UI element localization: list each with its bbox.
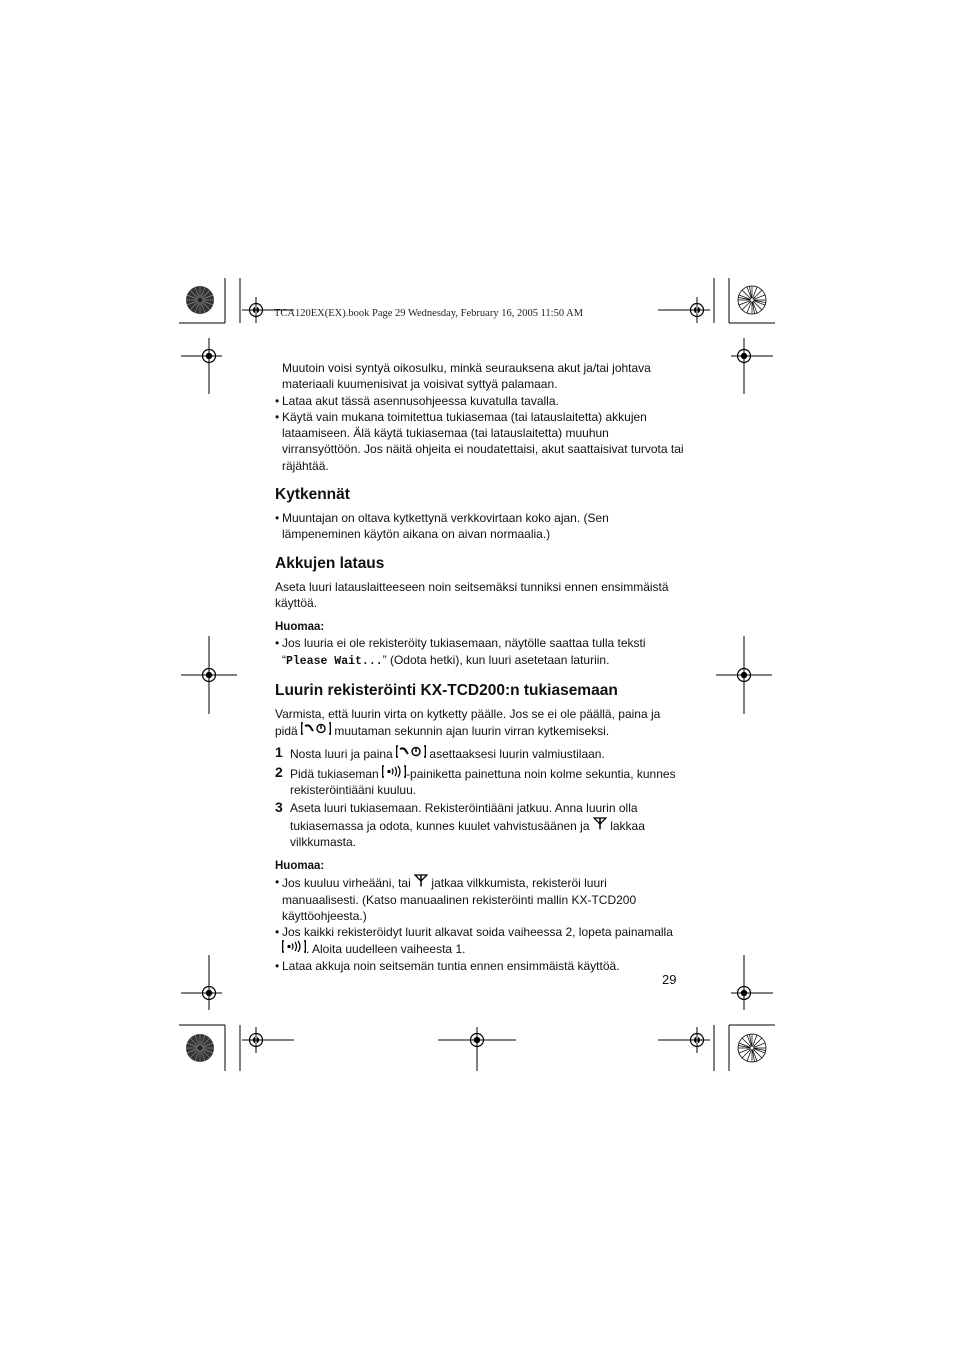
page-number: 29: [662, 972, 677, 987]
section-heading-kytkennat: Kytkennät: [275, 486, 350, 504]
akkujen-note-bullet: • Jos luuria ei ole rekisteröity tukiasemaan, näytölle saattaa tulla teksti “Please Wait...” (Odota hetki), kun luuri asetetaan laturiin.: [275, 635, 685, 670]
locator-key-icon: [382, 765, 406, 782]
step-1: 1 Nosta luuri ja paina asettaaksesi luurin valmiustilaan.: [275, 744, 605, 762]
step-3: 3 Aseta luuri tukiasemaan. Rekisteröintiääni jatkuu. Anna luurin olla tukiasemassa ja odota, kunnes kuulet vahvistusäänen ja lakkaa vilkkumasta.: [275, 799, 645, 849]
antenna-icon: [414, 874, 428, 891]
locator-key-icon: [282, 940, 306, 957]
rekisterointi-note-2: • Jos kaikki rekisteröidyt luurit alkavat soida vaiheessa 2, lopeta painamalla . Aloita uudelleen vaiheesta 1.: [275, 924, 685, 958]
print-header: TCA120EX(EX).book Page 29 Wednesday, February 16, 2005 11:50 AM: [274, 308, 584, 319]
display-message: Please Wait...: [286, 654, 383, 668]
note-title: Huomaa:: [275, 621, 325, 634]
off-power-key-icon: [396, 745, 426, 762]
rekisterointi-note-1: • Jos kuuluu virheääni, tai jatkaa vilkkumista, rekisteröi luuri manuaalisesti. (Katso manuaalinen rekisteröinti mallin KX-TCD200 käyttöohjeesta.): [275, 874, 685, 924]
kytkennat-bullet-1: • Muuntajan on oltava kytkettynä verkkovirtaan koko ajan. (Sen lämpeneminen käytön aikana on aivan normaalia.): [275, 510, 685, 543]
step-2: 2 Pidä tukiaseman -painiketta painettuna noin kolme sekuntia, kunnes rekisteröintiääni kuuluu.: [275, 763, 676, 798]
rekisterointi-note-3: • Lataa akkuja noin seitsemän tuntia ennen ensimmäistä käyttöä.: [275, 958, 685, 974]
note-title: Huomaa:: [275, 860, 325, 873]
section-heading-rekisterointi: Luurin rekisteröinti KX-TCD200:n tukiasemaan: [275, 681, 618, 699]
section-heading-akkujen-lataus: Akkujen lataus: [275, 554, 385, 572]
akkujen-lataus-text: Aseta luuri latauslaitteeseen noin seitsemäksi tunniksi ennen ensimmäistä käyttöä.: [275, 579, 669, 610]
intro-continuation: Muutoin voisi syntyä oikosulku, minkä seurauksena akut ja/tai johtava materiaali kuumenisivat ja voisivat syttyä palamaan.: [282, 361, 651, 392]
intro-bullet-2: • Käytä vain mukana toimitettua tukiasemaa (tai latauslaitetta) akkujen lataamiseen. Älä käytä tukiasemaa (tai latauslaitetta) muuhun virransyöttöön. Jos näitä ohjeita ei noudatettaisi, akut saattaisivat turvota tai räjähtää.: [275, 409, 685, 474]
intro-bullet-1: • Lataa akut tässä asennusohjeessa kuvatulla tavalla.: [275, 393, 685, 409]
off-power-key-icon: [301, 722, 331, 739]
antenna-icon: [593, 817, 607, 834]
rekisterointi-intro: Varmista, että luurin virta on kytketty päälle. Jos se ei ole päällä, paina ja pidä muutaman sekunnin ajan luurin virran kytkemiseksi.: [275, 706, 661, 739]
page-content: [275, 360, 685, 974]
